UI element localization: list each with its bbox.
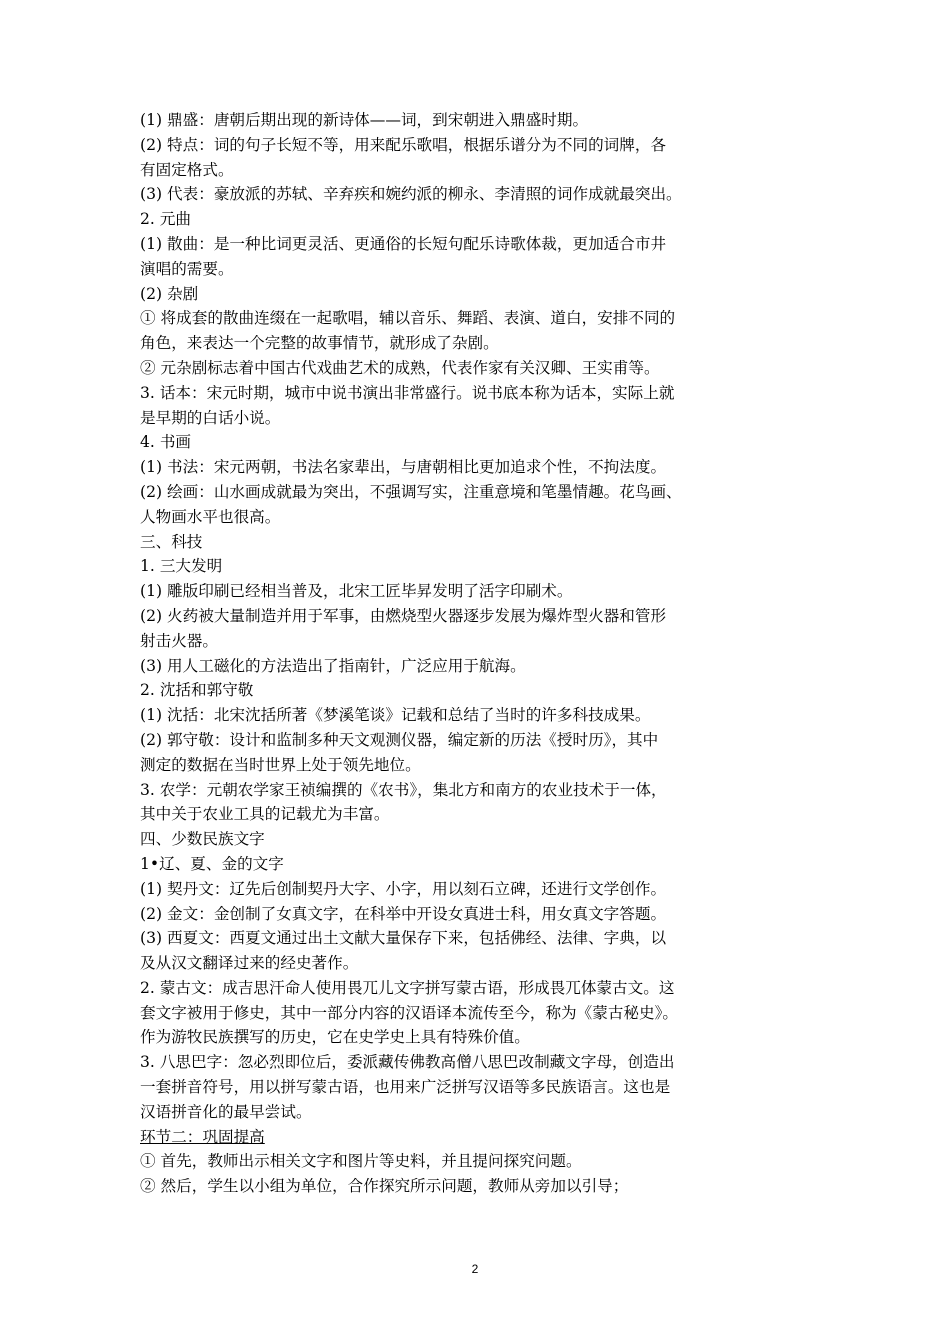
text-line: 作为游牧民族撰写的历史，它在史学史上具有特殊价值。 <box>140 1028 530 1047</box>
text-line: 3. 农学：元朝农学家王祯编撰的《农书》，集北方和南方的农业技术于一体， <box>140 780 667 799</box>
text-line: 3. 话本：宋元时期，城市中说书演出非常盛行。说书底本称为话本，实际上就 <box>140 383 675 402</box>
text-line: 套文字被用于修史，其中一部分内容的汉语译本流传至今，称为《蒙古秘史》。 <box>140 1003 678 1022</box>
text-line: (2) 火药被大量制造并用于军事，由燃烧型火器逐步发展为爆炸型火器和管形 <box>140 606 667 625</box>
text-line: ① 将成套的散曲连缀在一起歌唱，辅以音乐、舞蹈、表演、道白，安排不同的 <box>140 309 676 328</box>
text-line: 是早期的白话小说。 <box>140 408 281 427</box>
text-line: ② 元杂剧标志着中国古代戏曲艺术的成熟，代表作家有关汉卿、王实甫等。 <box>140 358 660 377</box>
text-line: (2) 绘画：山水画成就最为突出，不强调写实，注重意境和笔墨情趣。花鸟画、 <box>140 482 682 501</box>
section-heading: 环节二：巩固提高 <box>140 1127 265 1146</box>
text-line: (1) 书法：宋元两朝，书法名家辈出，与唐朝相比更加追求个性，不拘法度。 <box>140 458 667 477</box>
text-line: (1) 雕版印刷已经相当普及，北宋工匠毕昇发明了活字印刷术。 <box>140 582 573 601</box>
text-line: 2. 元曲 <box>140 210 192 229</box>
text-line: (1) 契丹文：辽先后创制契丹大字、小字，用以刻石立碑，还进行文学创作。 <box>140 879 667 898</box>
text-line: (1) 沈括：北宋沈括所著《梦溪笔谈》记载和总结了当时的许多科技成果。 <box>140 706 651 725</box>
text-line: 一套拼音符号，用以拼写蒙古语，也用来广泛拼写汉语等多民族语言。这也是 <box>140 1078 671 1097</box>
text-line: (2) 金文：金创制了女真文字，在科举中开设女真进士科，用女真文字答题。 <box>140 904 667 923</box>
text-line: 1•辽、夏、金的文字 <box>140 854 284 873</box>
text-line: 汉语拼音化的最早尝试。 <box>140 1102 312 1121</box>
text-line: 2. 沈括和郭守敬 <box>140 681 254 700</box>
text-line: 角色，来表达一个完整的故事情节，就形成了杂剧。 <box>140 334 499 353</box>
text-line: (3) 代表：豪放派的苏轼、辛弃疾和婉约派的柳永、李清照的词作成就最突出。 <box>140 185 682 204</box>
text-line: (2) 特点：词的句子长短不等，用来配乐歌唱，根据乐谱分为不同的词牌，各 <box>140 135 667 154</box>
text-line: (1) 鼎盛：唐朝后期出现的新诗体——词，到宋朝进入鼎盛时期。 <box>140 111 589 129</box>
text-line: (1) 散曲：是一种比词更灵活、更通俗的长短句配乐诗歌体裁，更加适合市井 <box>140 234 667 253</box>
text-line: ② 然后，学生以小组为单位，合作探究所示问题，教师从旁加以引导； <box>140 1177 629 1196</box>
text-line: 四、少数民族文字 <box>140 830 265 849</box>
text-line: 2. 蒙古文：成吉思汗命人使用畏兀儿文字拼写蒙古语，形成畏兀体蒙古文。这 <box>140 978 675 997</box>
text-line: (3) 西夏文：西夏文通过出土文献大量保存下来，包括佛经、法律、字典，以 <box>140 929 667 948</box>
text-line: 射击火器。 <box>140 631 218 650</box>
text-line: ① 首先，教师出示相关文字和图片等史料，并且提问探究问题。 <box>140 1152 582 1171</box>
text-line: 测定的数据在当时世界上处于领先地位。 <box>140 755 421 774</box>
text-line: 演唱的需要。 <box>140 259 234 278</box>
text-line: 人物画水平也很高。 <box>140 507 281 526</box>
text-line: (2) 杂剧 <box>140 284 199 303</box>
text-line: (3) 用人工磁化的方法造出了指南针，广泛应用于航海。 <box>140 656 526 675</box>
text-line: 3. 八思巴字：忽必烈即位后，委派藏传佛教高僧八思巴改制藏文字母，创造出 <box>140 1053 675 1072</box>
text-line: 三、科技 <box>140 532 203 551</box>
text-line: 1. 三大发明 <box>140 557 223 576</box>
text-line: 4. 书画 <box>140 433 192 452</box>
text-line: 有固定格式。 <box>140 160 234 179</box>
page-number: 2 <box>471 1262 479 1276</box>
text-line: 及从汉文翻译过来的经史著作。 <box>140 954 359 973</box>
document-body <box>140 108 820 1199</box>
text-line: (2) 郭守敬：设计和监制多种天文观测仪器，编定新的历法《授时历》，其中 <box>140 730 659 749</box>
text-line: 其中关于农业工具的记载尤为丰富。 <box>140 805 390 824</box>
